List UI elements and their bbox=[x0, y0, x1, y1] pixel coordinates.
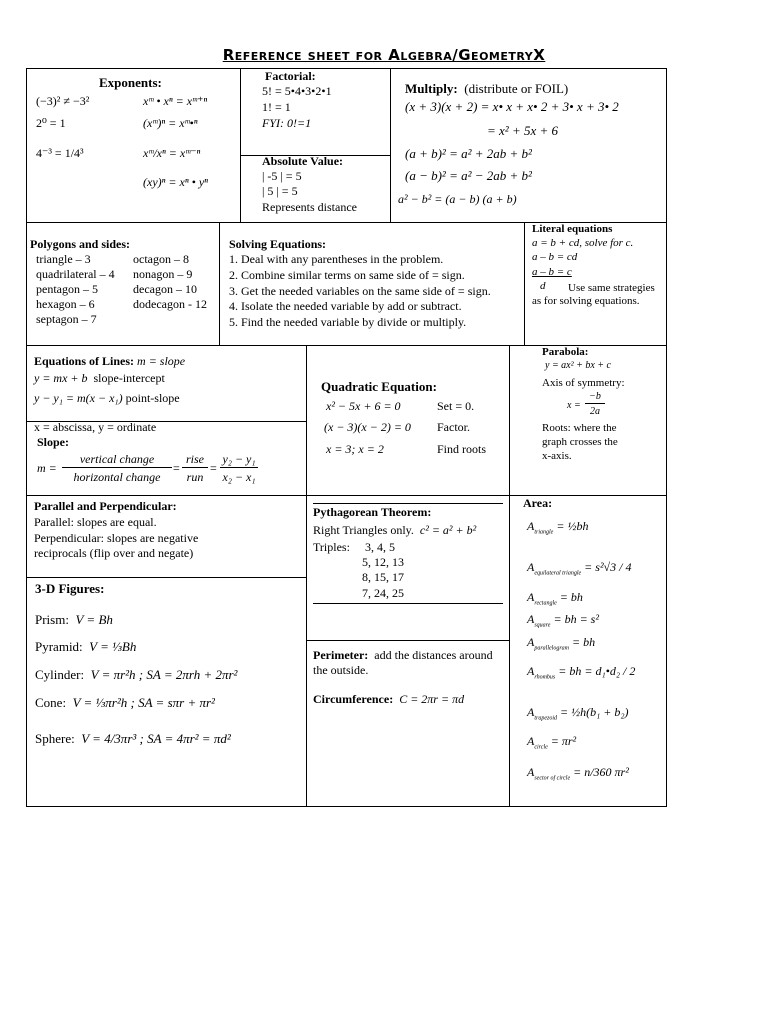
exponent-rule: xᵐ • xⁿ = xᵐ⁺ⁿ bbox=[143, 94, 208, 108]
slope-definition: m = slope bbox=[137, 354, 186, 368]
area-formula: = ½bh bbox=[556, 519, 589, 533]
area-formula: = πr² bbox=[550, 734, 577, 748]
area-sub: sector of circle bbox=[534, 775, 571, 782]
area-formula: = s²√3 / 4 bbox=[584, 560, 632, 574]
absolute-value-line: | -5 | = 5 bbox=[262, 169, 302, 183]
absolute-value-heading: Absolute Value: bbox=[262, 154, 344, 168]
literal-line: a = b + cd, solve for c. bbox=[532, 237, 634, 249]
figure-formula: V = πr²h ; SA = 2πrh + 2πr² bbox=[90, 667, 238, 682]
point-slope-formula: y − y₁ = m(x − x₁) bbox=[34, 391, 123, 405]
parallel-line: reciprocals (flip over and negate) bbox=[34, 546, 194, 560]
axis-label: Axis of symmetry: bbox=[542, 377, 625, 389]
triples-label: Triples: bbox=[313, 540, 350, 554]
factorial-line: 5! = 5•4•3•2•1 bbox=[262, 84, 332, 98]
axis-x: x = bbox=[567, 400, 581, 411]
figure-formula: V = Bh bbox=[75, 612, 113, 627]
polygon-item: decagon – 10 bbox=[133, 282, 197, 296]
multiply-line: = x² + 5x + 6 bbox=[487, 123, 559, 138]
roots-line: graph crosses the bbox=[542, 436, 618, 448]
circumference-formula: C = 2πr = πd bbox=[399, 692, 465, 706]
quadratic-heading: Quadratic Equation: bbox=[321, 379, 437, 394]
figure-name: Prism: bbox=[35, 612, 69, 627]
multiply-heading: Multiply: bbox=[405, 81, 458, 96]
quadratic-eq: x = 3; x = 2 bbox=[326, 442, 384, 456]
abscissa-line: x = abscissa, y = ordinate bbox=[34, 420, 157, 434]
area-formula: = bh = d₁•d₂ / 2 bbox=[558, 664, 636, 678]
page-title: Reference sheet for Algebra/GeometryX bbox=[222, 46, 546, 64]
factorial-heading: Factorial: bbox=[265, 69, 316, 83]
pythagorean-heading: Pythagorean Theorem: bbox=[313, 505, 432, 519]
triple: 8, 15, 17 bbox=[362, 570, 404, 584]
literal-line: Use same strategies bbox=[568, 282, 655, 294]
quadratic-eq: (x − 3)(x − 2) = 0 bbox=[324, 420, 411, 434]
exponent-rule: xᵐ/xⁿ = xᵐ⁻ⁿ bbox=[143, 146, 201, 160]
polygon-item: quadrilateral – 4 bbox=[36, 267, 115, 281]
area-sub: trapezoid bbox=[534, 715, 558, 722]
divider bbox=[306, 640, 509, 641]
roots-line: x-axis. bbox=[542, 450, 572, 462]
polygon-item: dodecagon - 12 bbox=[133, 297, 207, 311]
axis-numerator: −b bbox=[585, 391, 605, 404]
polygon-item: triangle – 3 bbox=[36, 252, 91, 266]
area-heading: Area: bbox=[523, 496, 553, 510]
roots-line: Roots: where the bbox=[542, 422, 617, 434]
literal-line: as for solving equations. bbox=[532, 295, 640, 307]
area-formula: = bh bbox=[572, 635, 596, 649]
triple: 7, 24, 25 bbox=[362, 586, 404, 600]
slope-intercept-label: slope-intercept bbox=[93, 371, 165, 385]
area-sub: equilateral triangle bbox=[534, 570, 582, 577]
solving-step: 3. Get the needed variables on the same side of = sign. bbox=[229, 284, 491, 298]
literal-line: a – b = c bbox=[532, 266, 572, 278]
lines-heading: Equations of Lines: bbox=[34, 354, 135, 368]
polygon-item: octagon – 8 bbox=[133, 252, 189, 266]
three-d-heading: 3-D Figures: bbox=[35, 581, 105, 596]
exponent-rule: 2⁰ = 1 bbox=[36, 116, 66, 130]
slope-horizontal: horizontal change bbox=[73, 470, 161, 484]
figure-name: Pyramid: bbox=[35, 639, 83, 654]
slope-intercept-formula: y = mx + b bbox=[34, 371, 88, 385]
polygon-item: pentagon – 5 bbox=[36, 282, 98, 296]
solving-step: 2. Combine similar terms on same side of = sign. bbox=[229, 268, 465, 282]
divider bbox=[509, 345, 510, 806]
quadratic-note: Find roots bbox=[437, 442, 487, 456]
parallel-line: Perpendicular: slopes are negative bbox=[34, 531, 199, 545]
divider bbox=[219, 222, 220, 345]
area-sub: rhombus bbox=[534, 674, 556, 681]
point-slope-label: point-slope bbox=[125, 391, 180, 405]
slope-vertical: vertical change bbox=[62, 453, 172, 468]
polygon-item: hexagon – 6 bbox=[36, 297, 95, 311]
divider bbox=[524, 222, 525, 345]
figure-name: Cone: bbox=[35, 695, 67, 710]
divider bbox=[306, 345, 307, 806]
exponent-rule: (xy)ⁿ = xⁿ • yⁿ bbox=[143, 175, 208, 189]
solving-step: 5. Find the needed variable by divide or multiply. bbox=[229, 315, 467, 329]
slope-m: m = bbox=[37, 461, 57, 475]
figure-formula: V = ⅓πr²h ; SA = sπr + πr² bbox=[72, 695, 215, 710]
multiply-note: (distribute or FOIL) bbox=[464, 81, 569, 96]
pythagorean-formula: c² = a² + b² bbox=[419, 523, 477, 537]
slope-rise: rise bbox=[182, 453, 208, 468]
exponent-rule: 4⁻³ = 1/4³ bbox=[36, 146, 84, 160]
polygons-heading: Polygons and sides: bbox=[30, 237, 131, 251]
figure-formula: V = ⅓Bh bbox=[89, 639, 137, 654]
absolute-value-line: Represents distance bbox=[262, 200, 357, 214]
perimeter-text: the outside. bbox=[313, 663, 369, 677]
absolute-value-line: | 5 | = 5 bbox=[262, 184, 298, 198]
circumference-heading: Circumference: bbox=[313, 692, 394, 706]
area-sub: square bbox=[534, 622, 551, 629]
area-formula: = n/360 πr² bbox=[573, 765, 629, 779]
slope-run: run bbox=[186, 470, 204, 484]
solving-step: 1. Deal with any parentheses in the problem. bbox=[229, 252, 444, 266]
divider bbox=[240, 68, 241, 222]
exponent-rule: (xᵐ)ⁿ = xᵐ•ⁿ bbox=[143, 116, 198, 130]
triple: 3, 4, 5 bbox=[365, 540, 395, 554]
factorial-line: 1! = 1 bbox=[262, 100, 291, 114]
area-sub: parallelogram bbox=[534, 645, 570, 652]
factorial-line: FYI: 0!=1 bbox=[262, 116, 312, 130]
literal-line: a – b = cd bbox=[532, 251, 578, 263]
exponent-rule: (−3)² ≠ −3² bbox=[36, 94, 90, 108]
area-formula: = ½h(b₁ + b₂) bbox=[560, 705, 629, 719]
slope-heading: Slope: bbox=[37, 435, 70, 449]
exponents-heading: Exponents: bbox=[99, 75, 162, 90]
literal-heading: Literal equations bbox=[532, 223, 613, 235]
axis-denominator: 2a bbox=[590, 406, 600, 417]
divider bbox=[390, 68, 391, 222]
multiply-line: a² − b² = (a − b) (a + b) bbox=[398, 192, 517, 206]
triple: 5, 12, 13 bbox=[362, 555, 404, 569]
polygon-item: nonagon – 9 bbox=[133, 267, 193, 281]
area-sub: triangle bbox=[534, 529, 554, 536]
perimeter-heading: Perimeter: bbox=[313, 648, 369, 662]
figure-name: Cylinder: bbox=[35, 667, 85, 682]
figure-formula: V = 4/3πr³ ; SA = 4πr² = πd² bbox=[81, 731, 231, 746]
figure-name: Sphere: bbox=[35, 731, 75, 746]
solving-step: 4. Isolate the needed variable by add or subtract. bbox=[229, 299, 462, 313]
multiply-line: (a − b)² = a² − 2ab + b² bbox=[405, 168, 532, 183]
parabola-heading: Parabola: bbox=[542, 346, 589, 358]
multiply-line: (a + b)² = a² + 2ab + b² bbox=[405, 146, 532, 161]
solving-heading: Solving Equations: bbox=[229, 237, 327, 251]
parallel-heading: Parallel and Perpendicular: bbox=[34, 499, 177, 513]
divider bbox=[26, 577, 306, 578]
polygon-item: septagon – 7 bbox=[36, 312, 97, 326]
area-formula: = bh bbox=[559, 590, 583, 604]
right-triangles: Right Triangles only. bbox=[313, 523, 414, 537]
perimeter-text: add the distances around bbox=[374, 648, 493, 662]
quadratic-note: Factor. bbox=[437, 420, 470, 434]
slope-y-diff: y₂ − y₁ bbox=[220, 453, 258, 468]
parabola-eq: y = ax² + bx + c bbox=[545, 360, 611, 371]
quadratic-eq: x² − 5x + 6 = 0 bbox=[326, 399, 401, 413]
parallel-line: Parallel: slopes are equal. bbox=[34, 515, 157, 529]
area-formula: = bh = s² bbox=[553, 612, 599, 626]
quadratic-note: Set = 0. bbox=[437, 399, 475, 413]
divider bbox=[26, 495, 667, 496]
area-sub: rectangle bbox=[534, 600, 557, 607]
divider bbox=[313, 603, 503, 604]
slope-x-diff: x₂ − x₁ bbox=[222, 470, 256, 484]
area-sub: circle bbox=[534, 744, 548, 751]
literal-line: d bbox=[540, 280, 546, 292]
multiply-line: (x + 3)(x + 2) = x• x + x• 2 + 3• x + 3• 2 bbox=[405, 99, 619, 114]
divider bbox=[313, 503, 503, 504]
